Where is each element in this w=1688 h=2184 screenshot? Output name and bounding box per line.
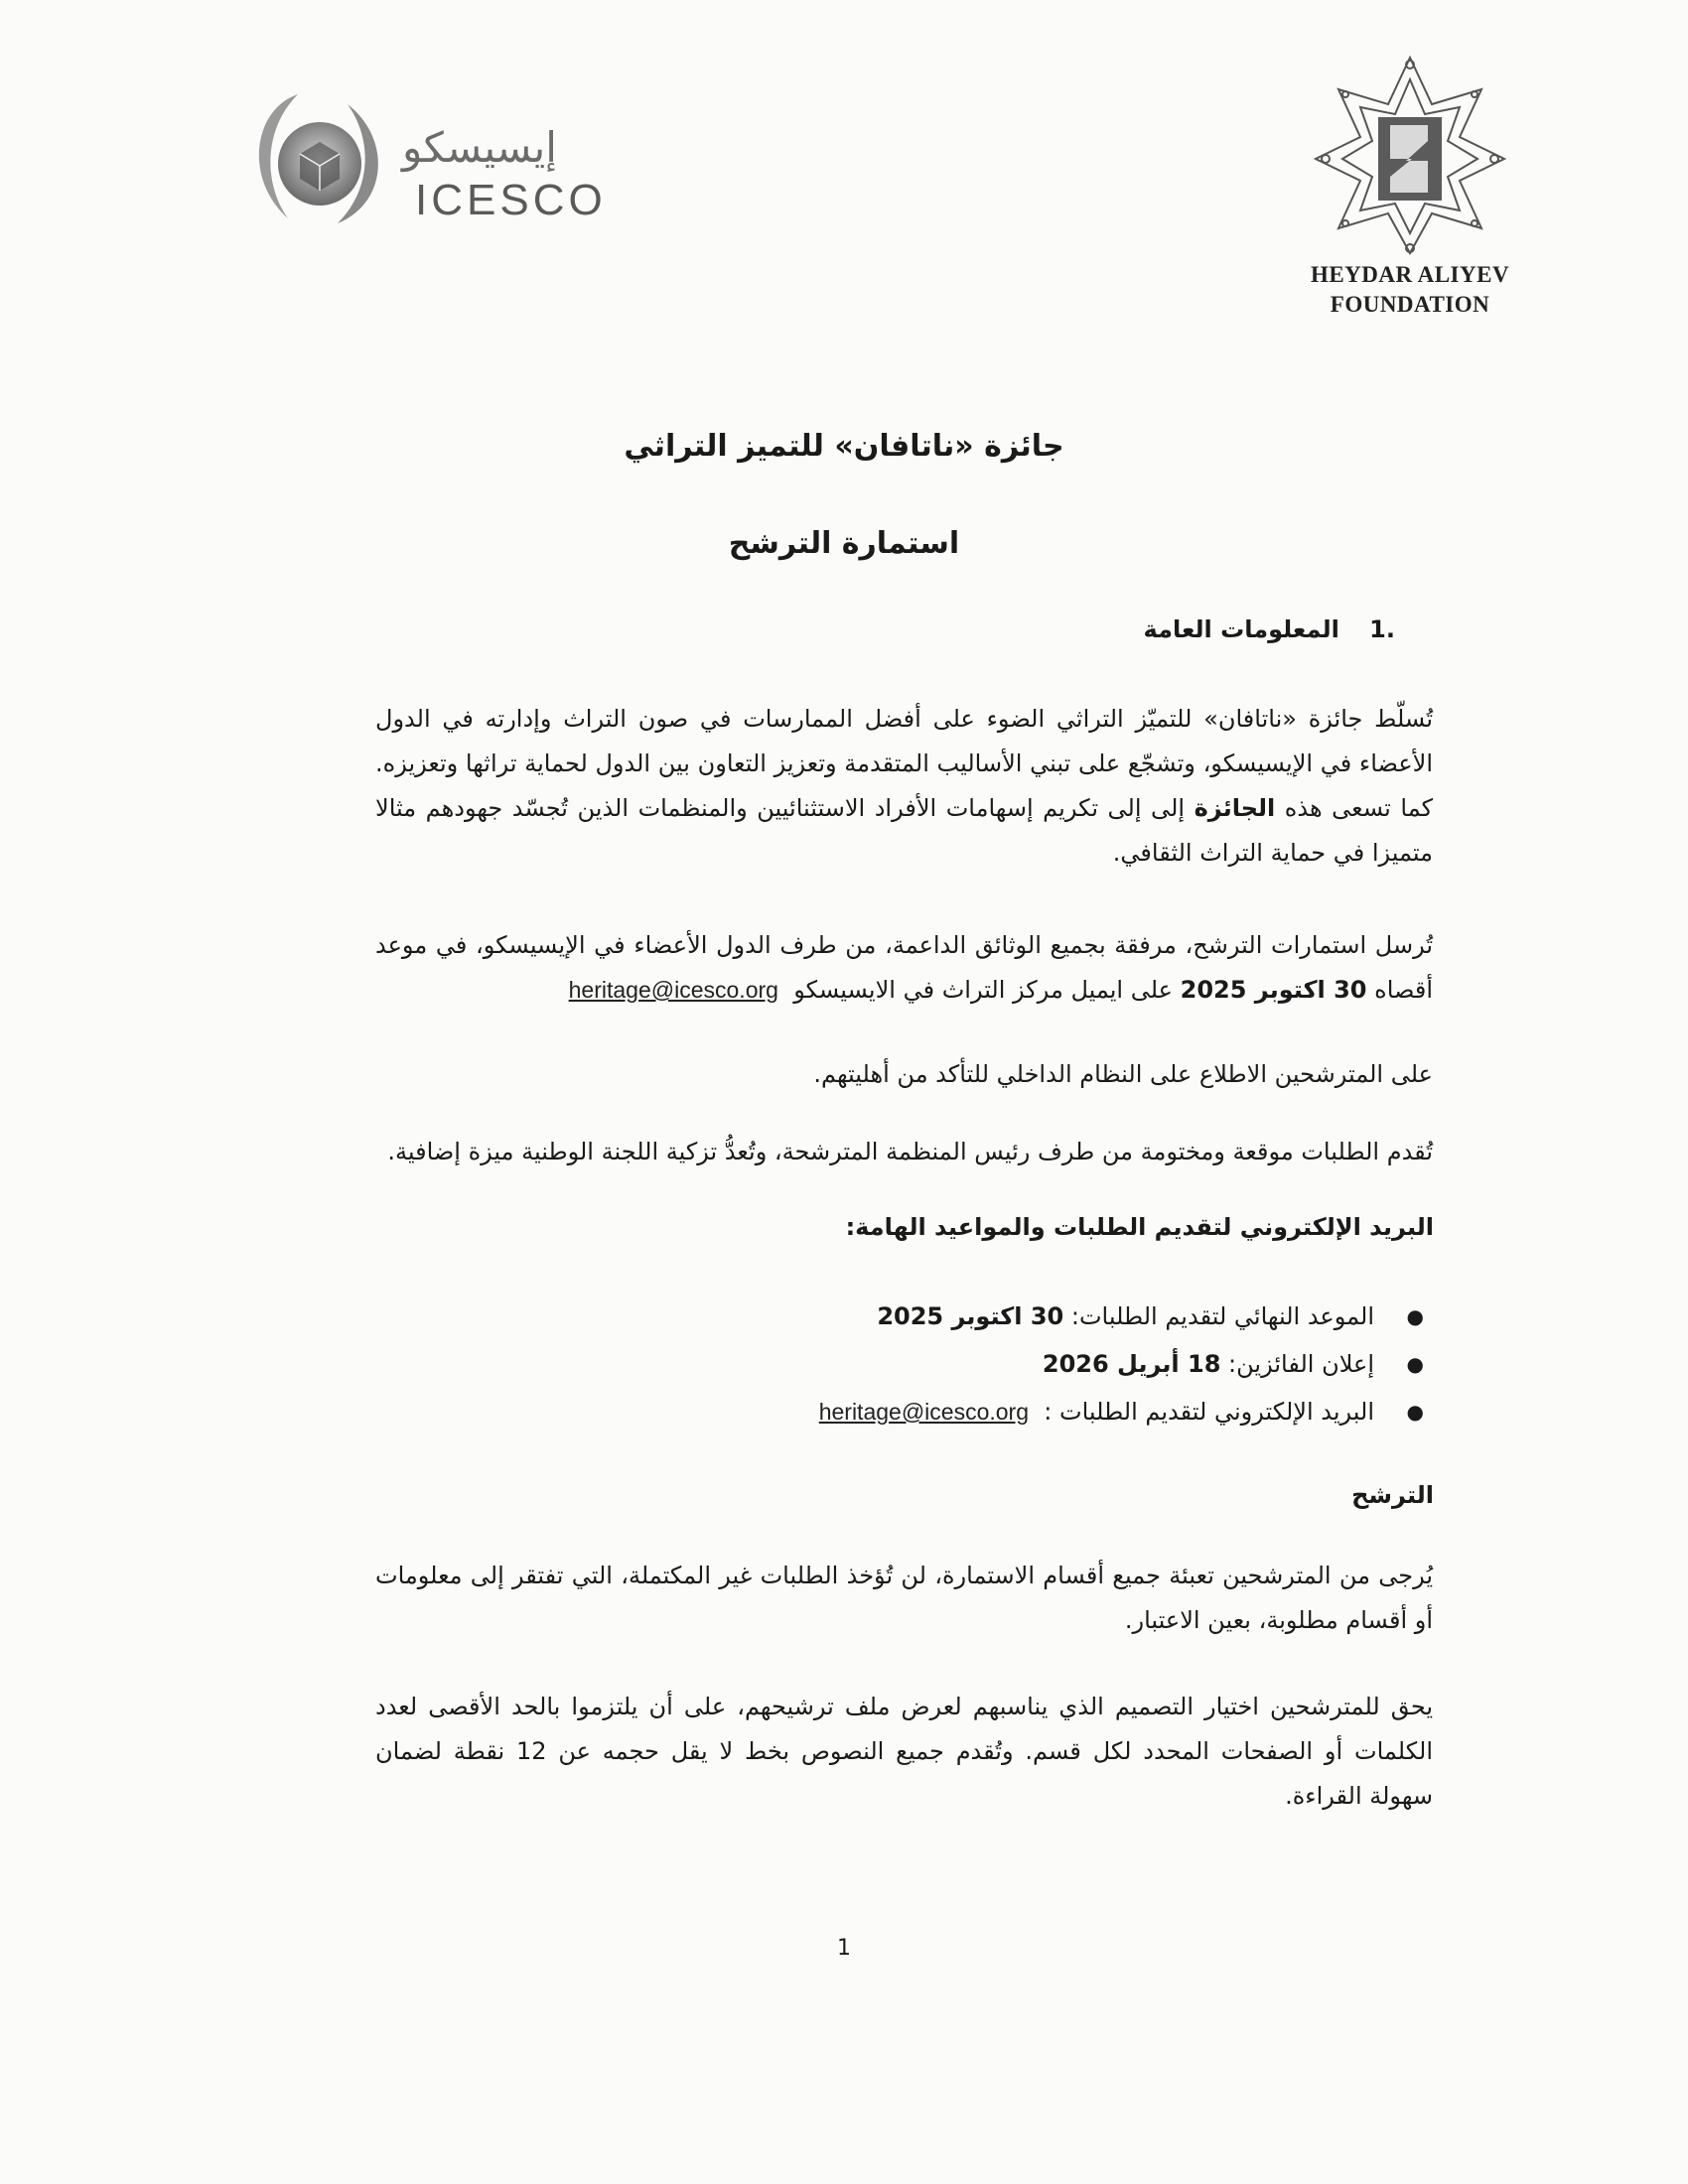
submission-text-part1: تُرسل استمارات الترشح، مرفقة بجميع الوثائق الداعمة، من طرف الدول الأعضاء في الإيسيسكو، في موعد أقصاه — [375, 931, 1433, 1004]
foundation-name — [1281, 260, 1539, 320]
intro-text-bold: الجائزة — [1194, 794, 1276, 822]
icesco-latin-name: ICESCO — [415, 176, 607, 224]
foundation-star-emblem-icon — [1311, 50, 1509, 258]
submission-deadline: 30 اكتوبر 2025 — [1180, 976, 1367, 1004]
nomination-paragraph-1: يُرجى من المترشحين تعبئة جميع أقسام الاستمارة، لن تُؤخذ الطلبات غير المكتملة، التي تفتقر إلى معلومات أو أقسام مطلوبة، بعين الاعتبار. — [375, 1562, 1433, 1634]
foundation-name-line1: HEYDAR ALIYEV — [1310, 262, 1510, 287]
list-item-value: 18 أبريل 2026 — [1042, 1350, 1221, 1378]
list-item-label: البريد الإلكتروني لتقديم الطلبات : — [1044, 1398, 1374, 1426]
section-number: .1 — [1369, 615, 1395, 643]
section-heading-general-info — [1144, 615, 1395, 643]
submission-email-link[interactable]: heritage@icesco.org — [568, 977, 778, 1003]
nomination-heading: الترشح — [1351, 1481, 1434, 1509]
list-item-value: 30 اكتوبر 2025 — [877, 1302, 1064, 1330]
important-dates-list — [618, 1293, 1432, 1435]
submission-paragraph — [375, 923, 1433, 1013]
intro-text-part2: إلى إلى تكريم إسهامات الأفراد الاستثنائيين والمنظمات الذين تُجسّد جهودهم مثالا متميزا في حماية التراث الثقافي. — [375, 794, 1433, 867]
heydar-aliyev-foundation-logo — [1311, 50, 1509, 258]
list-item — [618, 1293, 1432, 1340]
foundation-name-line2: FOUNDATION — [1330, 292, 1490, 317]
bullet-icon: ● — [1406, 1352, 1424, 1376]
signing-paragraph: تُقدم الطلبات موقعة ومختومة من طرف رئيس المنظمة المترشحة، وتُعدُّ تزكية اللجنة الوطنية ميزة إضافية. — [387, 1138, 1433, 1165]
submission-email-link[interactable]: heritage@icesco.org — [818, 1399, 1029, 1425]
bullet-icon: ● — [1406, 1400, 1424, 1424]
nomination-paragraph-2: يحق للمترشحين اختيار التصميم الذي يناسبهم لعرض ملف ترشيحهم، على أن يلتزموا بالحد الأقصى لعدد الكلمات أو الصفحات المحدد لكل قسم. وتُقدم جميع النصوص بخط لا يقل حجمه عن 12 نقطة لضمان سهولة القراءة. — [375, 1693, 1433, 1810]
list-item — [618, 1340, 1432, 1388]
list-item-label: إعلان الفائزين: — [1228, 1350, 1374, 1378]
submission-text-part2: على ايميل مركز التراث في الايسيسكو — [793, 976, 1173, 1004]
document-subtitle: استمارة الترشح — [728, 526, 960, 561]
dates-section-heading: البريد الإلكتروني لتقديم الطلبات والمواعيد الهامة: — [845, 1213, 1434, 1241]
page-number: 1 — [837, 1936, 851, 1961]
section-title: المعلومات العامة — [1143, 615, 1339, 643]
intro-text-part1: تُسلّط جائزة «ناتافان» للتميّز التراثي الضوء على أفضل الممارسات في صون التراث وإدارته في الدول الأعضاء في الإيسيسكو، وتشجّع على تبني الأساليب المتقدمة وتعزيز التعاون بين الدول لحماية تراثها وتعزيزه. كما تسعى هذه — [375, 705, 1433, 822]
intro-paragraph — [375, 697, 1433, 876]
list-item — [618, 1388, 1432, 1435]
eligibility-paragraph: على المترشحين الاطلاع على النظام الداخلي للتأكد من أهليتهم. — [813, 1060, 1433, 1088]
icesco-emblem-icon — [238, 84, 397, 233]
icesco-arabic-name: إيسيسكو — [402, 123, 557, 172]
bullet-icon: ● — [1406, 1304, 1424, 1328]
list-item-label: الموعد النهائي لتقديم الطلبات: — [1070, 1302, 1374, 1330]
document-title: جائزة «ناتافان» للتميز التراثي — [624, 429, 1064, 464]
